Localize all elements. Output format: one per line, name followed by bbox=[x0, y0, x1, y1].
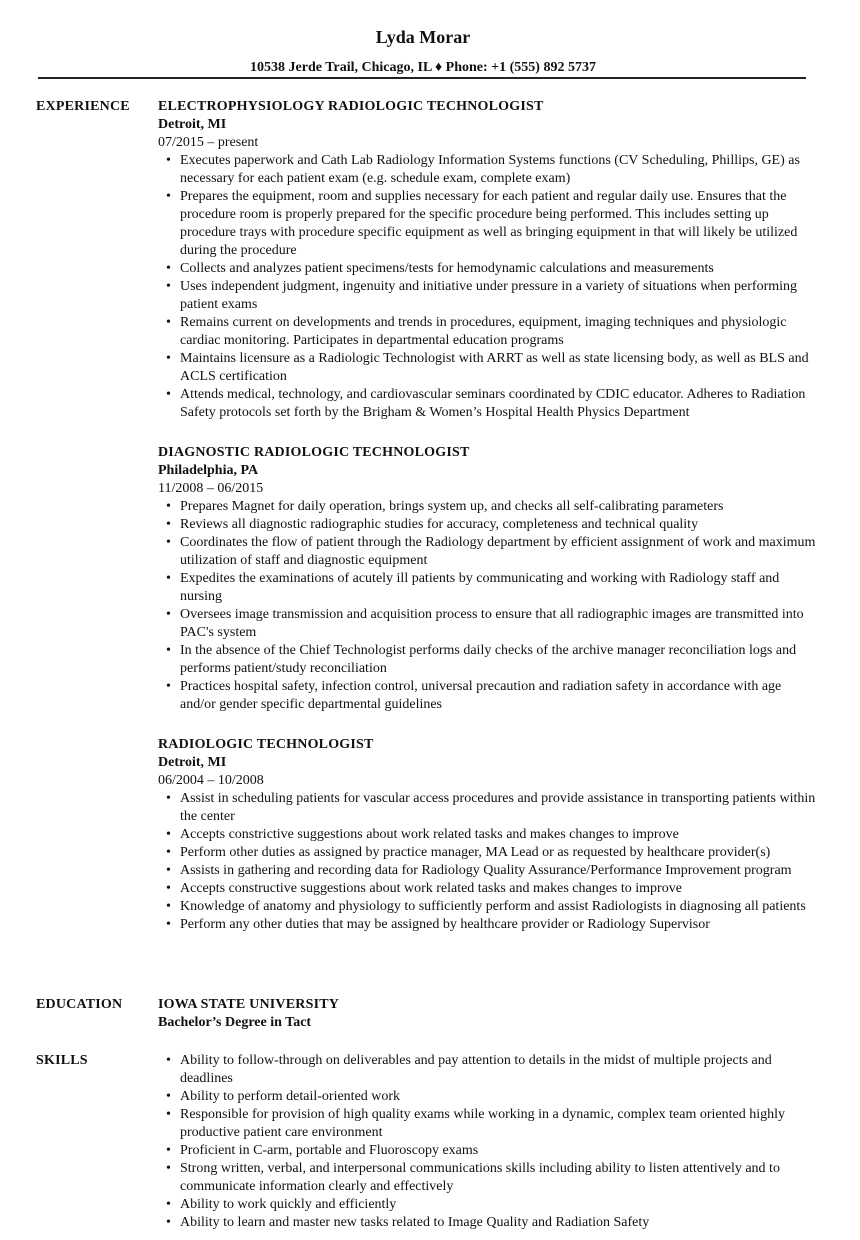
skills-heading: SKILLS bbox=[36, 1053, 88, 1068]
job-title: ELECTROPHYSIOLOGY RADIOLOGIC TECHNOLOGIST bbox=[158, 99, 544, 114]
experience-heading: EXPERIENCE bbox=[36, 99, 130, 114]
duty-item: • Attends medical, technology, and cardiovascular seminars coordinated by CDIC educator. Adheres to Radiation Safety protocols set forth by the Brigham & Women’s Hospital Health Physics Department bbox=[158, 386, 818, 422]
duty-item: • Assists in gathering and recording data for Radiology Quality Assurance/Performance Improvement program bbox=[158, 862, 818, 880]
education-content bbox=[158, 996, 818, 1032]
skill-item: • Strong written, verbal, and interpersonal communications skills including ability to listen attentively and to communicate information clearly and effectively bbox=[158, 1160, 818, 1196]
job-dates: 11/2008 – 06/2015 bbox=[158, 481, 264, 496]
job-title: DIAGNOSTIC RADIOLOGIC TECHNOLOGIST bbox=[158, 445, 470, 460]
duty-item: • Executes paperwork and Cath Lab Radiology Information Systems functions (CV Scheduling, Phillips, GE) as necessary for each patient exam (e.g. schedule exam, complete exam) bbox=[158, 152, 818, 188]
duty-item: • Remains current on developments and trends in procedures, equipment, imaging techniques and physiologic cardiac monitoring. Participates in departmental education programs bbox=[158, 314, 818, 350]
duty-item: • Perform other duties as assigned by practice manager, MA Lead or as requested by healthcare provider(s) bbox=[158, 844, 818, 862]
duty-item: • Coordinates the flow of patient through the Radiology department by efficient assignment of work and maximum utilization of staff and diagnostic equipment bbox=[158, 534, 818, 570]
job-entry bbox=[158, 98, 818, 422]
candidate-name: Lyda Morar bbox=[375, 27, 471, 47]
job-location: Philadelphia, PA bbox=[158, 463, 259, 478]
duty-item: • Collects and analyzes patient specimens/tests for hemodynamic calculations and measurements bbox=[158, 260, 818, 278]
job-location: Detroit, MI bbox=[158, 755, 227, 770]
skill-item: • Proficient in C-arm, portable and Fluoroscopy exams bbox=[158, 1142, 818, 1160]
job-duties bbox=[158, 498, 818, 714]
job-dates: 07/2015 – present bbox=[158, 135, 259, 150]
duty-item: • Assist in scheduling patients for vascular access procedures and provide assistance in transporting patients within the center bbox=[158, 790, 818, 826]
job-dates: 06/2004 – 10/2008 bbox=[158, 773, 264, 788]
duty-item: • Knowledge of anatomy and physiology to sufficiently perform and assist Radiologists in diagnosing all patients bbox=[158, 898, 818, 916]
skill-item: • Ability to learn and master new tasks related to Image Quality and Radiation Safety bbox=[158, 1214, 818, 1232]
skill-item: • Ability to follow-through on deliverables and pay attention to details in the midst of multiple projects and deadlines bbox=[158, 1052, 818, 1088]
skill-item: • Ability to perform detail-oriented work bbox=[158, 1088, 818, 1106]
duty-item: • Prepares Magnet for daily operation, brings system up, and checks all self-calibrating parameters bbox=[158, 498, 818, 516]
duty-item: • Expedites the examinations of acutely ill patients by communicating and working with Radiology staff and nursing bbox=[158, 570, 818, 606]
job-location: Detroit, MI bbox=[158, 117, 227, 132]
skills-content bbox=[158, 1052, 818, 1232]
job-entry bbox=[158, 736, 818, 934]
education-heading: EDUCATION bbox=[36, 997, 123, 1012]
duty-item: • Prepares the equipment, room and supplies necessary for each patient and regular daily use. Ensures that the procedure room is properly prepared for the specific procedure being performed. This includes setting up procedure trays with procedure specific equipment as well as bringing equipment in that will likely be utilized during the procedure bbox=[158, 188, 818, 260]
job-title: RADIOLOGIC TECHNOLOGIST bbox=[158, 737, 374, 752]
duty-item: • In the absence of the Chief Technologist performs daily checks of the archive manager reconciliation logs and performs patient/study reconciliation bbox=[158, 642, 818, 678]
duty-item: • Perform any other duties that may be assigned by healthcare provider or Radiology Supervisor bbox=[158, 916, 818, 934]
duty-item: • Accepts constructive suggestions about work related tasks and makes changes to improve bbox=[158, 880, 818, 898]
duty-item: • Oversees image transmission and acquisition process to ensure that all radiographic images are transmitted into PAC's system bbox=[158, 606, 818, 642]
duty-item: • Reviews all diagnostic radiographic studies for accuracy, completeness and technical quality bbox=[158, 516, 818, 534]
skill-item: • Ability to work quickly and efficiently bbox=[158, 1196, 818, 1214]
duty-item: • Uses independent judgment, ingenuity and initiative under pressure in a variety of situations when performing patient exams bbox=[158, 278, 818, 314]
duty-item: • Practices hospital safety, infection control, universal precaution and radiation safety in accordance with age and/or gender specific departmental guidelines bbox=[158, 678, 818, 714]
skill-item: • Responsible for provision of high quality exams while working in a dynamic, complex team oriented highly productive patient care environment bbox=[158, 1106, 818, 1142]
skills-list bbox=[158, 1052, 818, 1232]
job-duties bbox=[158, 152, 818, 422]
contact-line: 10538 Jerde Trail, Chicago, IL ♦ Phone: +1 (555) 892 5737 bbox=[250, 60, 596, 75]
duty-item: • Maintains licensure as a Radiologic Technologist with ARRT as well as state licensing body, as well as BLS and ACLS certification bbox=[158, 350, 818, 386]
job-duties bbox=[158, 790, 818, 934]
duty-item: • Accepts constrictive suggestions about work related tasks and makes changes to improve bbox=[158, 826, 818, 844]
school-name: IOWA STATE UNIVERSITY bbox=[158, 997, 340, 1012]
job-entry bbox=[158, 444, 818, 714]
header-divider bbox=[38, 77, 806, 79]
degree: Bachelor’s Degree in Tact bbox=[158, 1015, 312, 1030]
